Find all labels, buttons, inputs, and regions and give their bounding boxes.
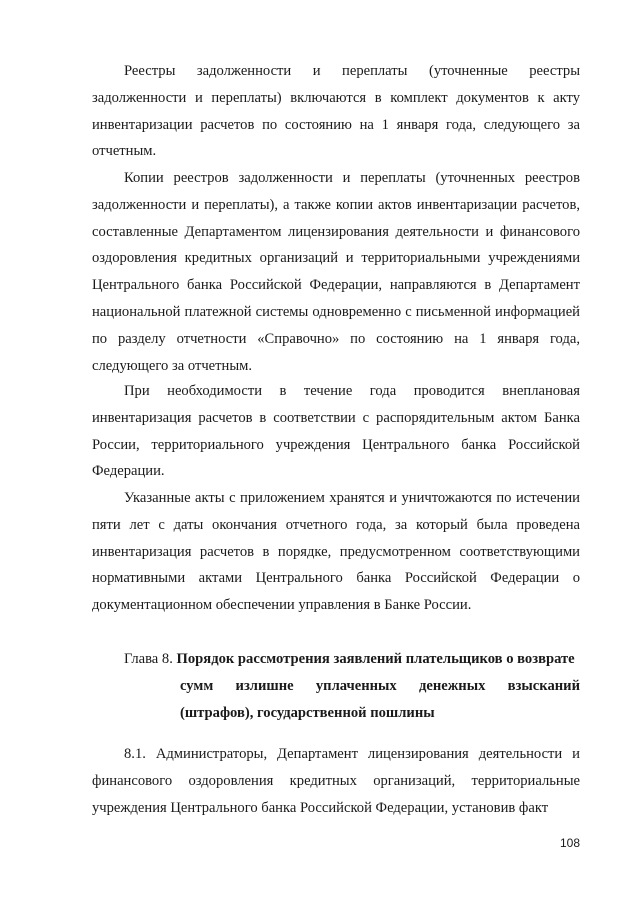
paragraph-text: 8.1. Администраторы, Департамент лицензирования деятельности и финансового оздоровления кредитных организаций, территориальные учреждения Центрального банка Российской Федерации, установив факт [92,746,580,816]
page-number: 108 [559,836,580,850]
paragraph-text: При необходимости в течение года проводится внеплановая инвентаризация расчетов в соответствии с распорядительным актом Банка России, территориального учреждения Центрального банка Российской Федерации. [92,383,580,480]
paragraph-registers-copies [92,165,580,379]
chapter-title-part-1: Порядок рассмотрения заявлений плательщиков о возврате [176,651,575,667]
paragraph-text: Копии реестров задолженности и переплаты (уточненных реестров задолженности и переплаты), а также копии актов инвентаризации расчетов, составленные Департаментом лицензирования деятельности и финансового оздоровления кредитных организаций и территориальными учреждениями Центрального банка Российской Федерации, направляются в Департамент национальной платежной системы одновременно с письменной информацией по разделу отчетности «Справочно» по состоянию на 1 января года, следующего за отчетным. [92,170,580,374]
paragraph-acts-storage [92,485,580,619]
paragraph-registers-inclusion [92,58,580,165]
chapter-label: Глава 8. [124,651,173,667]
chapter-heading-line-1 [124,646,580,673]
chapter-title-part-2: сумм излишне уплаченных денежных взысканий [180,677,580,694]
chapter-heading [92,646,580,726]
chapter-title-part-3: (штрафов), государственной пошлины [180,704,435,721]
paragraph-text: Реестры задолженности и переплаты (уточненные реестры задолженности и переплаты) включаются в комплект документов к акту инвентаризации расчетов по состоянию на 1 января года, следующего за отчетным. [92,63,580,160]
paragraph-text: Указанные акты с приложением хранятся и уничтожаются по истечении пяти лет с даты окончания отчетного года, за который была проведена инвентаризация расчетов в порядке, предусмотренном соответствующими нормативными актами Центрального банка Российской Федерации о документационном обеспечении управления в Банке России. [92,490,580,614]
paragraph-section-8-1 [92,741,580,821]
paragraph-unscheduled-inventory [92,378,580,485]
